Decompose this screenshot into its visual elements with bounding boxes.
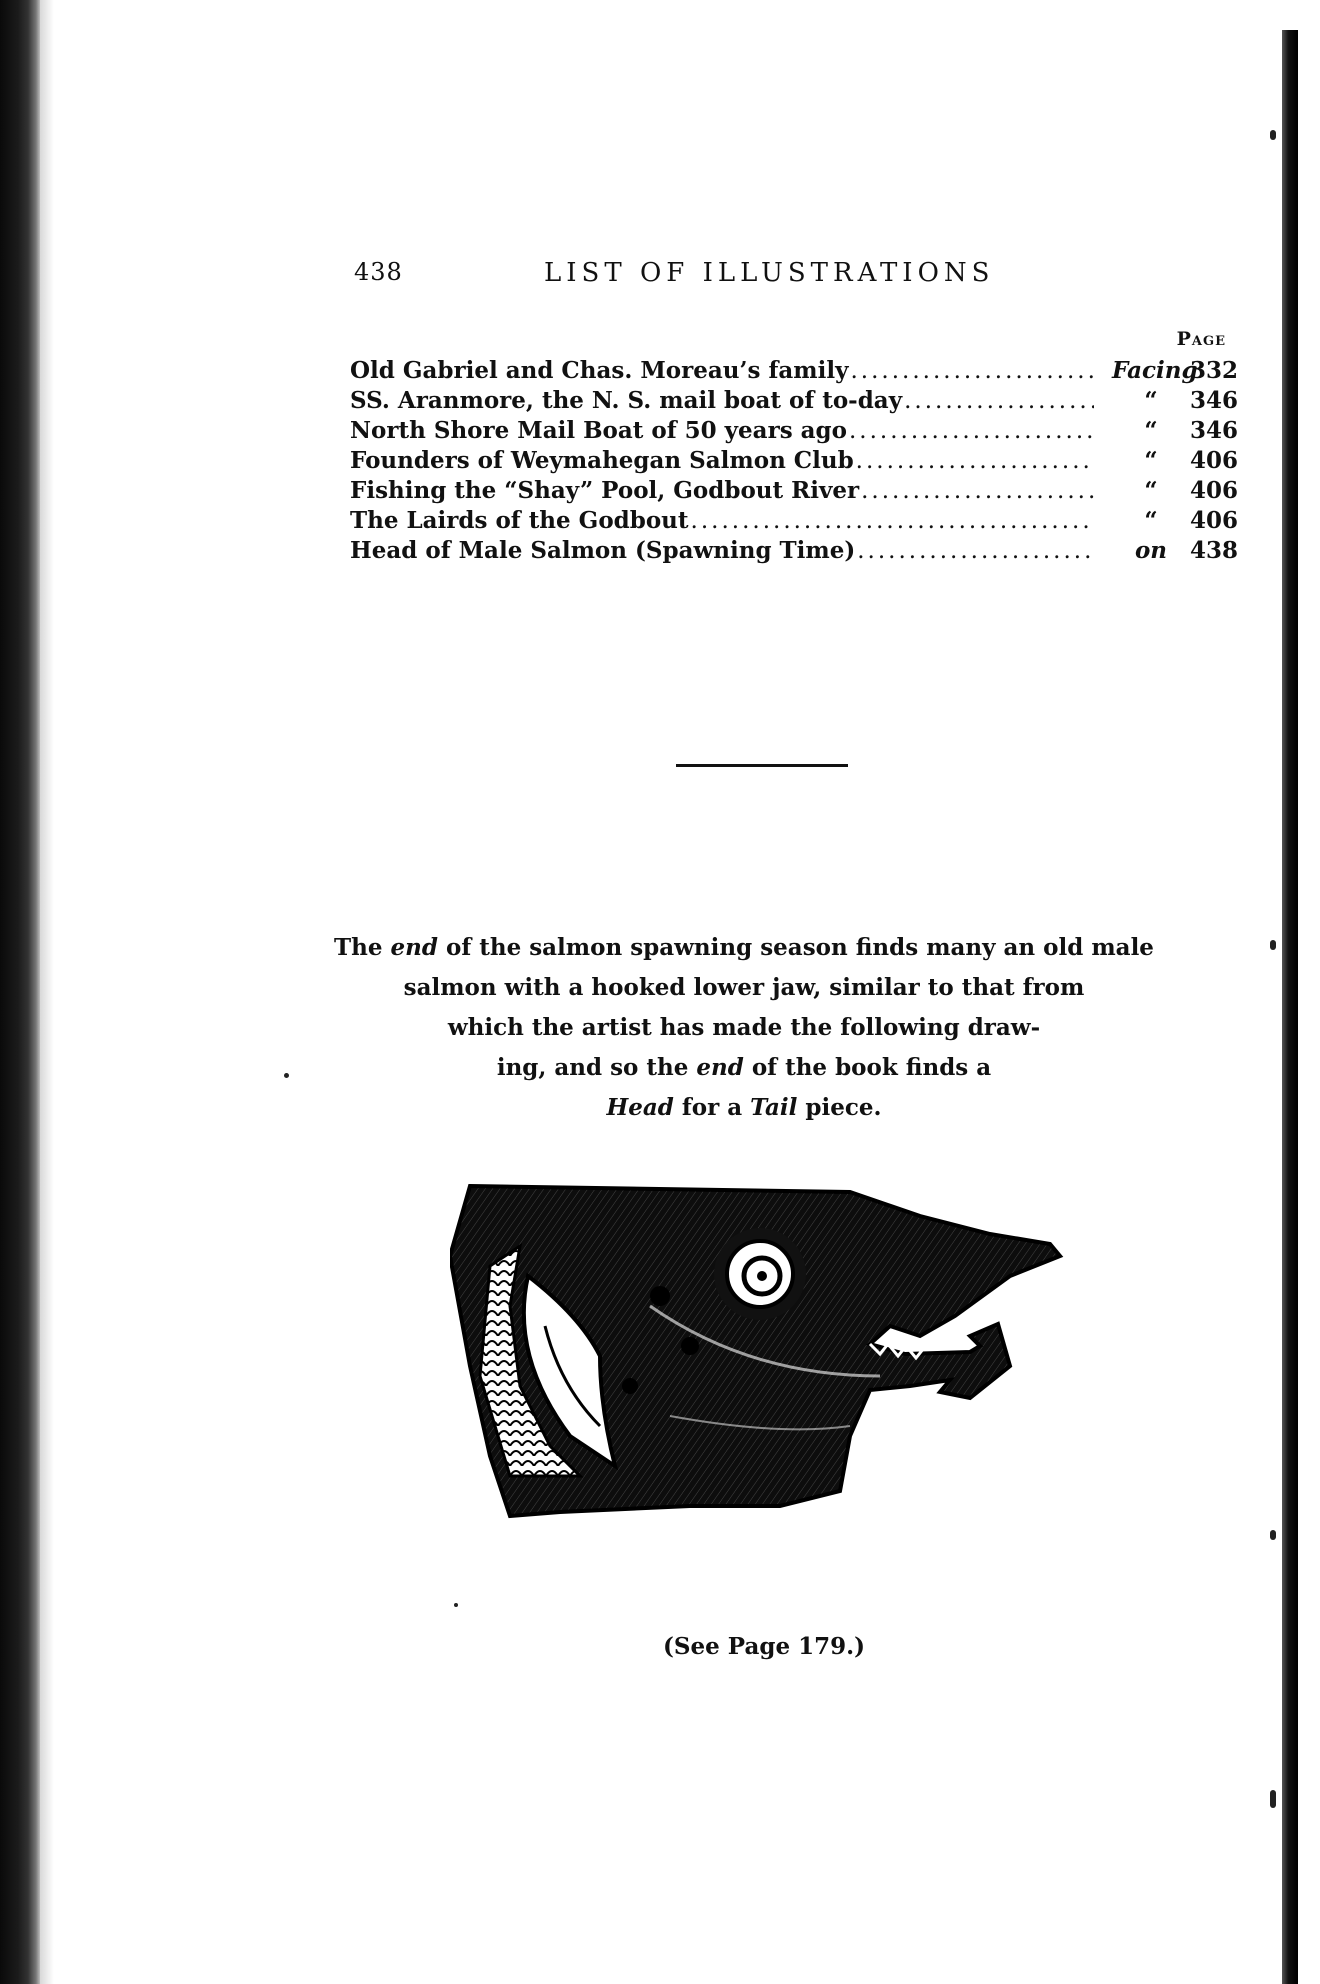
section-divider [676,764,848,767]
caption-line: The end of the salmon spawning season finds many an old male [334,934,1154,961]
list-item [350,386,1239,416]
dot-leader [904,386,1094,416]
right-page-edge [1270,0,1320,1984]
page-number: 438 [354,258,403,286]
page-column-heading: Page [1176,328,1226,350]
left-binding-edge [0,0,40,1984]
illustration-title: SS. Aranmore, the N. S. mail boat of to-day [350,387,903,414]
print-speck [454,1603,458,1607]
illustration-title: North Shore Mail Boat of 50 years ago [350,417,847,444]
page-ref: 346 [1190,417,1239,444]
caption-line: ing, and so the end of the book finds a [496,1054,992,1081]
illustration-title: Fishing the “Shay” Pool, Godbout River [350,477,860,504]
ditto-mark: “ [1144,417,1158,444]
list-item [350,446,1239,476]
book-page [54,0,1270,1984]
ditto-mark: “ [1144,447,1158,474]
page-ref: 332 [1190,357,1239,384]
page-ref: 346 [1190,387,1239,414]
reference-word: on [1134,537,1168,564]
ditto-mark: “ [1144,507,1158,534]
salmon-head-illustration [450,1176,1170,1606]
ditto-mark: “ [1144,477,1158,504]
print-speck [284,1073,289,1078]
illustration-title: Old Gabriel and Chas. Moreau’s family [350,357,849,384]
list-item [350,356,1239,386]
illustration-title: Founders of Weymahegan Salmon Club [350,447,854,474]
illustration-title: The Lairds of the Godbout [350,507,689,534]
list-item [350,536,1239,566]
page-ref: 406 [1190,507,1239,534]
list-item [350,476,1239,506]
dot-leader [849,416,1094,446]
illustration-title: Head of Male Salmon (Spawning Time) [350,537,856,564]
page-ref: 406 [1190,447,1239,474]
dot-leader [856,446,1094,476]
dot-leader [861,476,1094,506]
dot-leader [850,356,1094,386]
caption-line: which the artist has made the following draw- [447,1014,1041,1041]
caption-line: salmon with a hooked lower jaw, similar to that from [403,974,1085,1001]
list-item [350,506,1239,536]
tailpiece-caption [264,928,1224,1128]
running-head [354,258,1054,298]
page-ref: 438 [1190,537,1239,564]
dot-leader [691,506,1094,536]
page-ref: 406 [1190,477,1239,504]
figure-caption: (See Page 179.) [663,1633,865,1660]
list-item [350,416,1239,446]
page-title: LIST OF ILLUSTRATIONS [544,258,995,288]
ditto-mark: “ [1144,387,1158,414]
dot-leader [857,536,1094,566]
caption-line: Head for a Tail piece. [606,1094,882,1121]
reference-word: Facing [1112,357,1198,384]
list-of-illustrations [350,322,1239,566]
